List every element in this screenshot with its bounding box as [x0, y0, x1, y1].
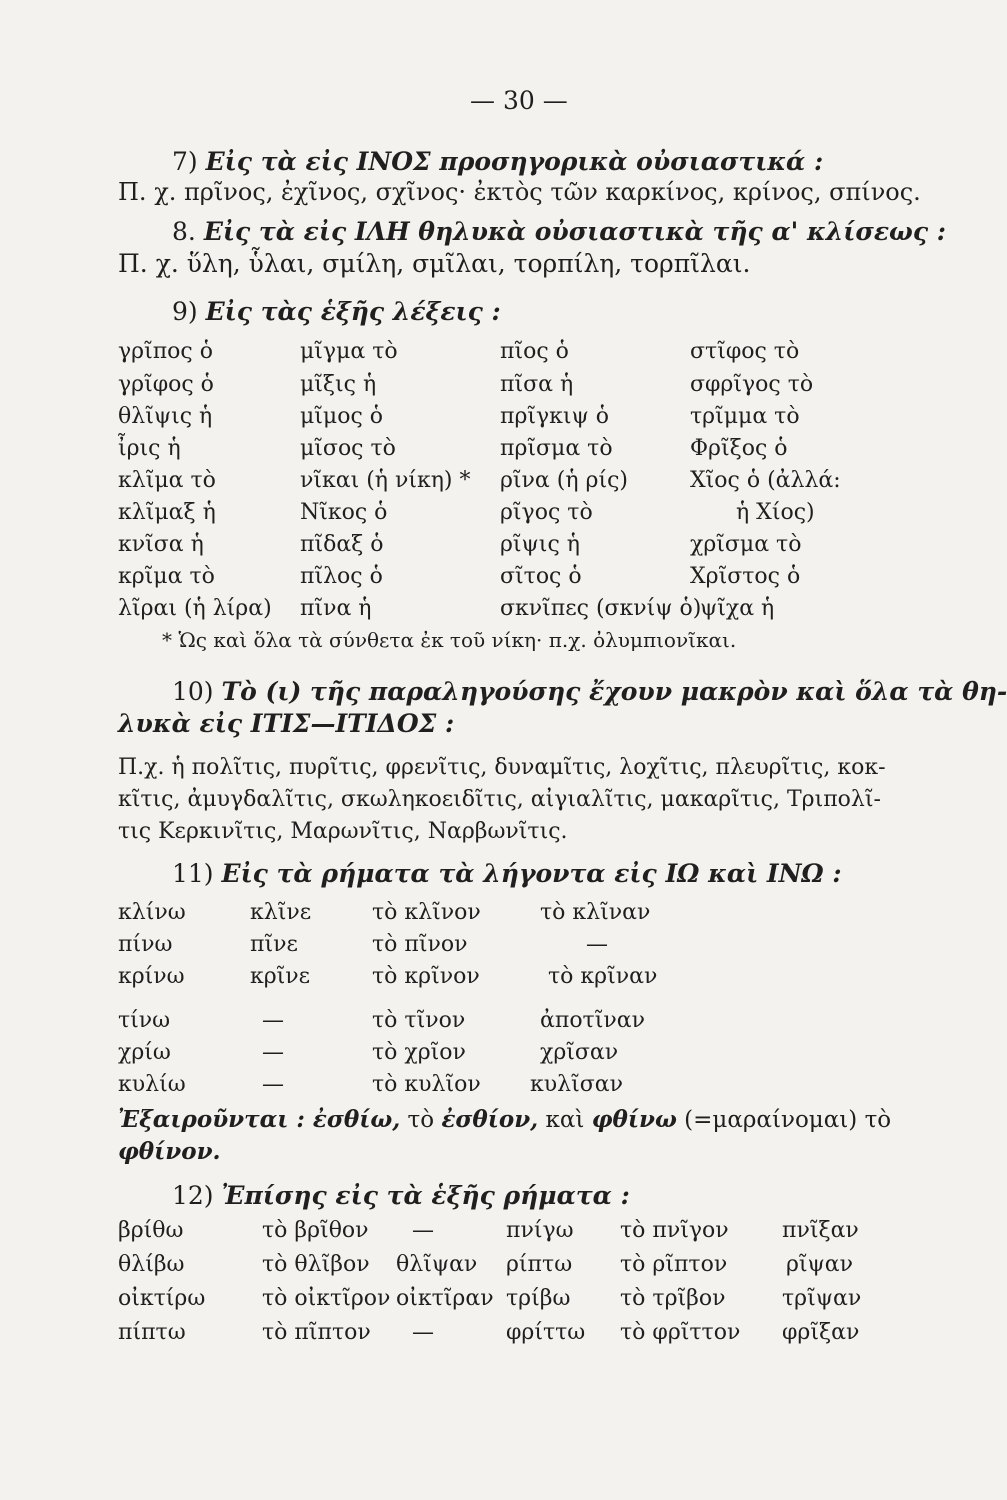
verb-cell: κυλῖσαν	[530, 1072, 623, 1097]
exception-conjunction: καὶ	[545, 1107, 585, 1133]
word-cell: ρῖγος τὸ	[500, 500, 593, 525]
section-8-heading	[172, 216, 946, 248]
verb-cell: πῖνε	[250, 932, 298, 957]
verb-cell: ἀποτῖναν	[540, 1008, 645, 1033]
verb-cell: τὸ θλῖβον	[262, 1252, 370, 1277]
word-cell: σκνῖπες (σκνίψ ὁ)	[500, 596, 702, 621]
verb-cell: τὸ κρῖνον	[372, 964, 480, 989]
word-cell: λῖραι (ἡ λίρα)	[118, 596, 272, 621]
verb-cell: φρίττω	[506, 1320, 586, 1345]
word-cell: κλῖμαξ ἡ	[118, 500, 216, 525]
word-cell: πῖδαξ ὁ	[300, 532, 384, 557]
word-cell: ρῖνα (ἡ ρίς)	[500, 468, 629, 493]
table-row	[0, 335, 924, 369]
word-cell: κρῖμα τὸ	[118, 564, 215, 589]
word-cell: Χῖος ὁ (ἀλλά:	[690, 468, 841, 493]
verb-cell: κλῖνε	[250, 900, 312, 925]
word-cell: ψῖχα ἡ	[700, 596, 775, 621]
verb-cell: —	[262, 1072, 284, 1097]
table-row	[0, 928, 924, 962]
word-cell: σφρῖγος τὸ	[690, 372, 814, 397]
verb-cell: τρῖψαν	[782, 1286, 862, 1311]
section-11-title: Εἰς τὰ ρήματα τὰ λήγοντα εἰς ΙΩ καὶ ΙΝΩ :	[221, 859, 842, 888]
verb-cell: πνίγω	[506, 1218, 574, 1243]
verb-cell: τρίβω	[506, 1286, 571, 1311]
section-7-heading	[172, 146, 823, 178]
section-10-title-line1: Τὸ (ι) τῆς παραληγούσης ἔχουν μακρὸν καὶ ὅλα τὰ θη-	[221, 677, 1007, 706]
footnote: * Ὡς καὶ ὅλα τὰ σύνθετα ἐκ τοῦ νίκη· π.χ. ὀλυμπιονῖκαι.	[162, 628, 737, 652]
word-cell: θλῖψις ἡ	[118, 404, 213, 429]
word-cell: χρῖσμα τὸ	[690, 532, 802, 557]
word-cell: Χρῖστος ὁ	[690, 564, 801, 589]
exception-line1	[118, 1104, 891, 1136]
verb-cell: κλίνω	[118, 900, 186, 925]
verb-cell: πίνω	[118, 932, 173, 957]
word-cell: πῖνα ἡ	[300, 596, 372, 621]
verb-cell: κρίνω	[118, 964, 185, 989]
verb-cell: τὸ πῖπτον	[262, 1320, 371, 1345]
table-row	[0, 1282, 924, 1316]
verb-cell: χρίω	[118, 1040, 171, 1065]
word-cell: σῖτος ὁ	[500, 564, 582, 589]
verb-cell: πίπτω	[118, 1320, 186, 1345]
section-12-number: 12)	[172, 1181, 214, 1210]
table-row	[0, 1036, 924, 1070]
table-row	[0, 1068, 924, 1102]
verb-cell: τὸ βρῖθον	[262, 1218, 369, 1243]
table-row	[0, 528, 924, 562]
word-cell: στῖφος τὸ	[690, 339, 800, 364]
verb-cell: —	[586, 932, 608, 957]
word-cell: πρῖγκιψ ὁ	[500, 404, 610, 429]
exception-label: Ἐξαιροῦνται : ἐσθίω,	[118, 1106, 401, 1133]
verb-cell: ρίπτω	[506, 1252, 573, 1277]
verb-cell: τίνω	[118, 1008, 171, 1033]
verb-cell: θλῖψαν	[396, 1252, 478, 1277]
section-12-title: Ἐπίσης εἰς τὰ ἑξῆς ρήματα :	[221, 1181, 630, 1210]
word-cell: πρῖσμα τὸ	[500, 436, 613, 461]
table-row	[0, 400, 924, 434]
word-cell: γρῖφος ὁ	[118, 372, 214, 397]
table-row	[0, 896, 924, 930]
table-row	[0, 592, 924, 626]
section-7-number: 7)	[172, 147, 198, 176]
verb-cell: τὸ πῖνον	[372, 932, 468, 957]
word-cell: κλῖμα τὸ	[118, 468, 216, 493]
verb-cell: τὸ οἰκτῖρον	[262, 1286, 391, 1311]
verb-cell: θλίβω	[118, 1252, 185, 1277]
section-10-heading	[172, 676, 1007, 708]
word-cell: Φρῖξος ὁ	[690, 436, 788, 461]
verb-cell: βρίθω	[118, 1218, 184, 1243]
section-9-heading	[172, 296, 501, 328]
section-10-body-line1: Π.χ. ἡ πολῖτις, πυρῖτις, φρενῖτις, δυναμῖτις, λοχῖτις, πλευρῖτις, κοκ-	[118, 755, 886, 780]
word-cell: νῖκαι (ἡ νίκη) *	[300, 468, 471, 493]
verb-cell: τὸ κλῖνον	[372, 900, 481, 925]
verb-cell: —	[262, 1040, 284, 1065]
verb-cell: κρῖνε	[250, 964, 311, 989]
verb-cell: —	[262, 1008, 284, 1033]
verb-cell: τὸ πνῖγον	[620, 1218, 729, 1243]
verb-cell: τὸ κλῖναν	[540, 900, 651, 925]
exception-verb: φθίνω	[591, 1106, 677, 1133]
word-cell: μῖγμα τὸ	[300, 339, 398, 364]
section-7-title: Εἰς τὰ εἰς ΙΝΟΣ προσηγορικὰ οὐσιαστικά :	[205, 147, 824, 176]
word-cell: μῖσος τὸ	[300, 436, 396, 461]
word-cell: ρῖψις ἡ	[500, 532, 580, 557]
exception-line2: φθίνον.	[118, 1138, 221, 1165]
exception-form: ἐσθίον,	[441, 1106, 539, 1133]
section-10-number: 10)	[172, 677, 214, 706]
word-cell: ἶρις ἡ	[118, 436, 181, 461]
verb-cell: τὸ τῖνον	[372, 1008, 466, 1033]
word-cell: γρῖπος ὁ	[118, 339, 213, 364]
section-10-title-line2: λυκὰ εἰς ΙΤΙΣ—ΙΤΙΔΟΣ :	[118, 709, 455, 738]
word-cell: τρῖμμα τὸ	[690, 404, 800, 429]
verb-cell: τὸ φρῖττον	[620, 1320, 741, 1345]
word-cell: πῖσα ἡ	[500, 372, 574, 397]
section-11-number: 11)	[172, 859, 214, 888]
exception-gloss: (=μαραίνομαι) τὸ	[684, 1107, 892, 1133]
table-row	[0, 432, 924, 466]
exception-article: τὸ	[407, 1107, 435, 1133]
verb-cell: οἰκτῖραν	[396, 1286, 494, 1311]
section-8-number: 8.	[172, 217, 196, 246]
verb-cell: —	[412, 1320, 434, 1345]
section-10-body-line3: τις Κερκινῖτις, Μαρωνῖτις, Ναρβωνῖτις.	[118, 819, 568, 844]
section-11-heading	[172, 858, 842, 890]
word-cell: Νῖκος ὁ	[300, 500, 388, 525]
table-row	[0, 496, 924, 530]
verb-cell: χρῖσαν	[540, 1040, 619, 1065]
page-number: — 30 —	[470, 86, 568, 115]
word-cell: πῖλος ὁ	[300, 564, 383, 589]
verb-cell: φρῖξαν	[782, 1320, 860, 1345]
table-row	[0, 368, 924, 402]
word-cell: ἡ Χίος)	[736, 500, 815, 525]
word-cell: κνῖσα ἡ	[118, 532, 204, 557]
section-7-body: Π. χ. πρῖνος, ἐχῖνος, σχῖνος· ἐκτὸς τῶν καρκίνος, κρίνος, σπίνος.	[118, 178, 921, 206]
verb-cell: τὸ τρῖβον	[620, 1286, 726, 1311]
section-9-title: Εἰς τὰς ἑξῆς λέξεις :	[205, 297, 501, 326]
table-row	[0, 464, 924, 498]
verb-cell: πνῖξαν	[782, 1218, 859, 1243]
table-row	[0, 1004, 924, 1038]
verb-cell: κυλίω	[118, 1072, 186, 1097]
verb-cell: τὸ κυλῖον	[372, 1072, 481, 1097]
table-row	[0, 1214, 924, 1248]
table-row	[0, 1316, 924, 1350]
section-8-body: Π. χ. ὕλη, ὗλαι, σμίλη, σμῖλαι, τορπίλη, τορπῖλαι.	[118, 249, 751, 278]
table-row	[0, 960, 924, 994]
section-8-title: Εἰς τὰ εἰς ΙΛΗ θηλυκὰ οὐσιαστικὰ τῆς α' κλίσεως :	[203, 217, 946, 246]
word-cell: μῖξις ἡ	[300, 372, 377, 397]
table-row	[0, 1248, 924, 1282]
section-12-heading	[172, 1180, 630, 1212]
verb-cell: ρῖψαν	[786, 1252, 854, 1277]
verb-cell: τὸ χρῖον	[372, 1040, 466, 1065]
table-row	[0, 560, 924, 594]
verb-cell: —	[412, 1218, 434, 1243]
verb-cell: οἰκτίρω	[118, 1286, 206, 1311]
section-9-number: 9)	[172, 297, 198, 326]
word-cell: μῖμος ὁ	[300, 404, 384, 429]
section-10-body-line2: κῖτις, ἀμυγδαλῖτις, σκωληκοειδῖτις, αἰγιαλῖτις, μακαρῖτις, Τριπολῖ-	[118, 787, 881, 812]
verb-cell: τὸ ρῖπτον	[620, 1252, 728, 1277]
verb-cell: τὸ κρῖναν	[548, 964, 658, 989]
word-cell: πῖος ὁ	[500, 339, 569, 364]
